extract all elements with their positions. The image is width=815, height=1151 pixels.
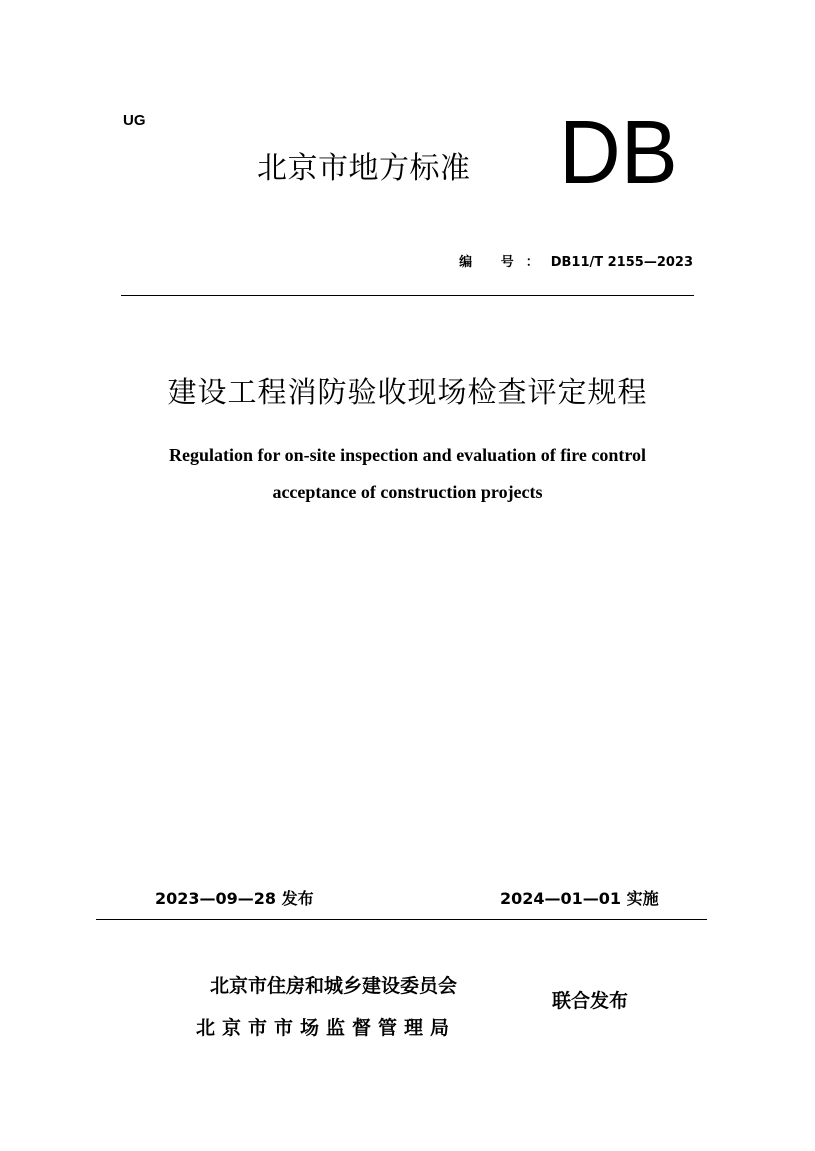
document-title-en: [0, 437, 815, 511]
issuer-housing-commission: 北京市住房和城乡建设委员会: [210, 975, 458, 997]
document-title-zh: 建设工程消防验收现场检查评定规程: [167, 375, 648, 409]
document-title-en-line2: acceptance of construction projects: [272, 482, 543, 502]
bottom-divider: [96, 919, 707, 920]
standard-code: [459, 251, 693, 270]
implementation-date: 2024—01—01 实施: [500, 889, 659, 908]
publish-date: 2023—09—28 发布: [155, 889, 314, 908]
joint-publication-label: 联合发布: [552, 990, 629, 1012]
standard-code-label: 编 号：: [459, 255, 551, 270]
standard-code-value: DB11/T 2155—2023: [550, 255, 693, 270]
top-divider: [121, 295, 694, 296]
db-mark: DB: [559, 103, 678, 203]
standard-type-title: 北京市地方标准: [257, 151, 471, 186]
issuer-market-regulation: 北京市市场监督管理局: [196, 1017, 457, 1039]
document-title-en-line1: Regulation for on-site inspection and evaluation of fire control: [169, 445, 646, 465]
category-code: UG: [123, 112, 146, 129]
